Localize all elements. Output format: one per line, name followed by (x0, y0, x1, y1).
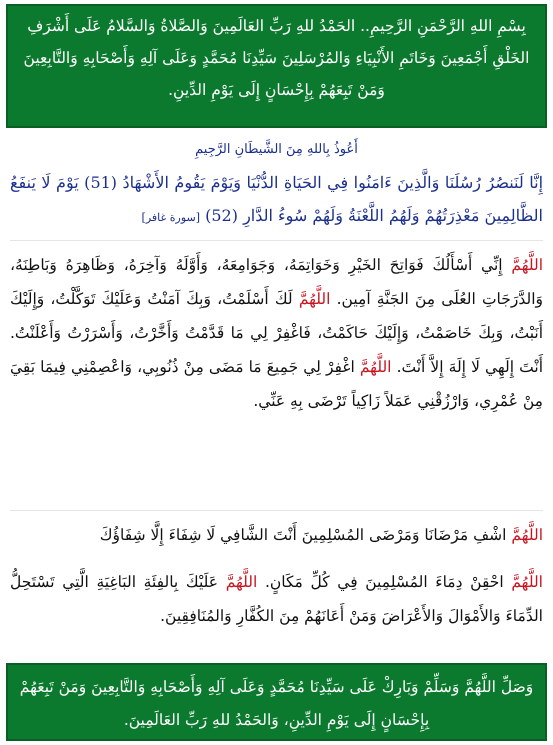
closing-salawat-text: وَصَلِّ اللَّهُمَّ وَسَلِّمْ وَبَارِكْ عَلَى سَيِّدِنَا مُحَمَّدٍ وَعَلَى آلِهِ وَأَصْحَابِهِ وَالتَّابِعِينَ وَمَنْ تَبِعَهُمْ بِإِحْسَانٍ إِلَى يَوْمِ الدِّينِ، وَالحَمْدُ للهِ رَبِّ العَالَمِينَ. (19, 678, 534, 729)
quran-verse-block (10, 166, 543, 234)
allahumma-label: اللَّهُمَّ (298, 290, 331, 308)
opening-praise-text: بِسْمِ اللهِ الرَّحْمَنِ الرَّحِيمِ.. الحَمْدُ للهِ رَبِّ العَالَمِينَ وَالصَّلاةُ وَالسَّلامُ عَلَى أَشْرَفِ الخَلْقِ أَجْمَعِينَ وَخَاتَمِ الأَنْبِيَاءِ وَالمُرْسَلِينَ سَيِّدِنَا مُحَمَّدٍ وَعَلَى آلِهِ وَأَصْحَابِهِ وَالتَّابِعِينَ وَمَنْ تَبِعَهُمْ بِإِحْسَانٍ إِلَى يَوْمِ الدِّينِ. (23, 17, 530, 99)
allahumma-label: اللَّهُمَّ (511, 256, 544, 274)
allahumma-label: اللَّهُمَّ (511, 526, 543, 544)
dua-text: لَكَ أَسْلَمْتُ، وَبِكَ آمَنْتُ وَعَلَيْكَ تَوَكَّلْتُ، وَإِلَيْكَ أَنَبْتُ، وَبِكَ خَاصَمْتُ، وَإِلَيْكَ حَاكَمْتُ، فَاغْفِرْ لِي مَا قَدَّمْتُ وَأَخَّرْتُ، وَأَسْرَرْتُ وَأَعْلَنْتُ. أَنْتَ إِلَهِي لَا إِلَهَ إِلاَّ أَنْتَ. (10, 290, 543, 376)
dua-text: اغْفِرْ لِي جَمِيعَ مَا مَضَى مِنْ ذُنُوبِي، وَاعْصِمْنِي فِيمَا بَقِيَ مِنْ عُمْرِي، وَارْزُقْنِي عَمَلاً زَاكِياً تَرْضَى بِهِ عَنِّي. (10, 358, 543, 410)
surah-reference: [سورة غافر] (141, 211, 201, 224)
dua-text: احْقِنْ دِمَاءَ المُسْلِمِينَ فِي كُلِّ مَكَانٍ. (264, 573, 504, 591)
dua-text: عَلَيْكَ بِالفِئَةِ البَاغِيَةِ الَّتِي تَسْتَحِلُّ الدِّمَاءَ وَالأَمْوَالَ وَالأَعْرَاضَ وَمَنْ أَعَانَهُمْ مِنَ الكُفَّارِ وَالمُنَافِقِينَ. (10, 573, 543, 625)
section-divider (10, 240, 543, 241)
dua-block-1 (10, 248, 543, 418)
dua-text: اشْفِ مَرْضَانَا وَمَرْضَى المُسْلِمِينَ أَنْتَ الشَّافِي لَا شِفَاءَ إِلَّا شِفَاؤُكَ (99, 526, 507, 544)
istiadha-line: أَعُوذُ بِاللهِ مِنَ الشَّيطَانِ الرَّجِيمِ (195, 142, 358, 157)
quran-verse-text: إِنَّا لَنَنصُرُ رُسُلَنَا وَالَّذِينَ ءَامَنُوا فِي الحَيَاةِ الدُّنْيَا وَيَوْمَ يَقُومُ الأَشْهَادُ (51) يَوْمَ لَا يَنفَعُ الظَّالِمِينَ مَعْذِرَتُهُمْ وَلَهُمُ اللَّعْنَةُ وَلَهُمْ سُوءُ الدَّارِ (52) (10, 173, 544, 225)
allahumma-label: اللَّهُمَّ (511, 573, 543, 591)
dua-block-2 (10, 518, 543, 552)
allahumma-label: اللَّهُمَّ (225, 573, 258, 591)
allahumma-label: اللَّهُمَّ (359, 358, 392, 376)
closing-salawat-box (6, 663, 547, 741)
opening-praise-box (6, 4, 547, 128)
section-divider (10, 510, 543, 511)
dua-block-3 (10, 565, 543, 633)
dua-text: إِنِّي أَسْأَلُكَ فَوَاتِحَ الخَيْرِ وَخَوَاتِمَهُ، وَجَوَامِعَهُ، وَأَوَّلَهُ وَآخِرَهُ، وَظَاهِرَهُ وَبَاطِنَهُ، وَالدَّرَجَاتِ العُلَى مِنَ الجَنَّةِ آمِين. (10, 256, 543, 308)
